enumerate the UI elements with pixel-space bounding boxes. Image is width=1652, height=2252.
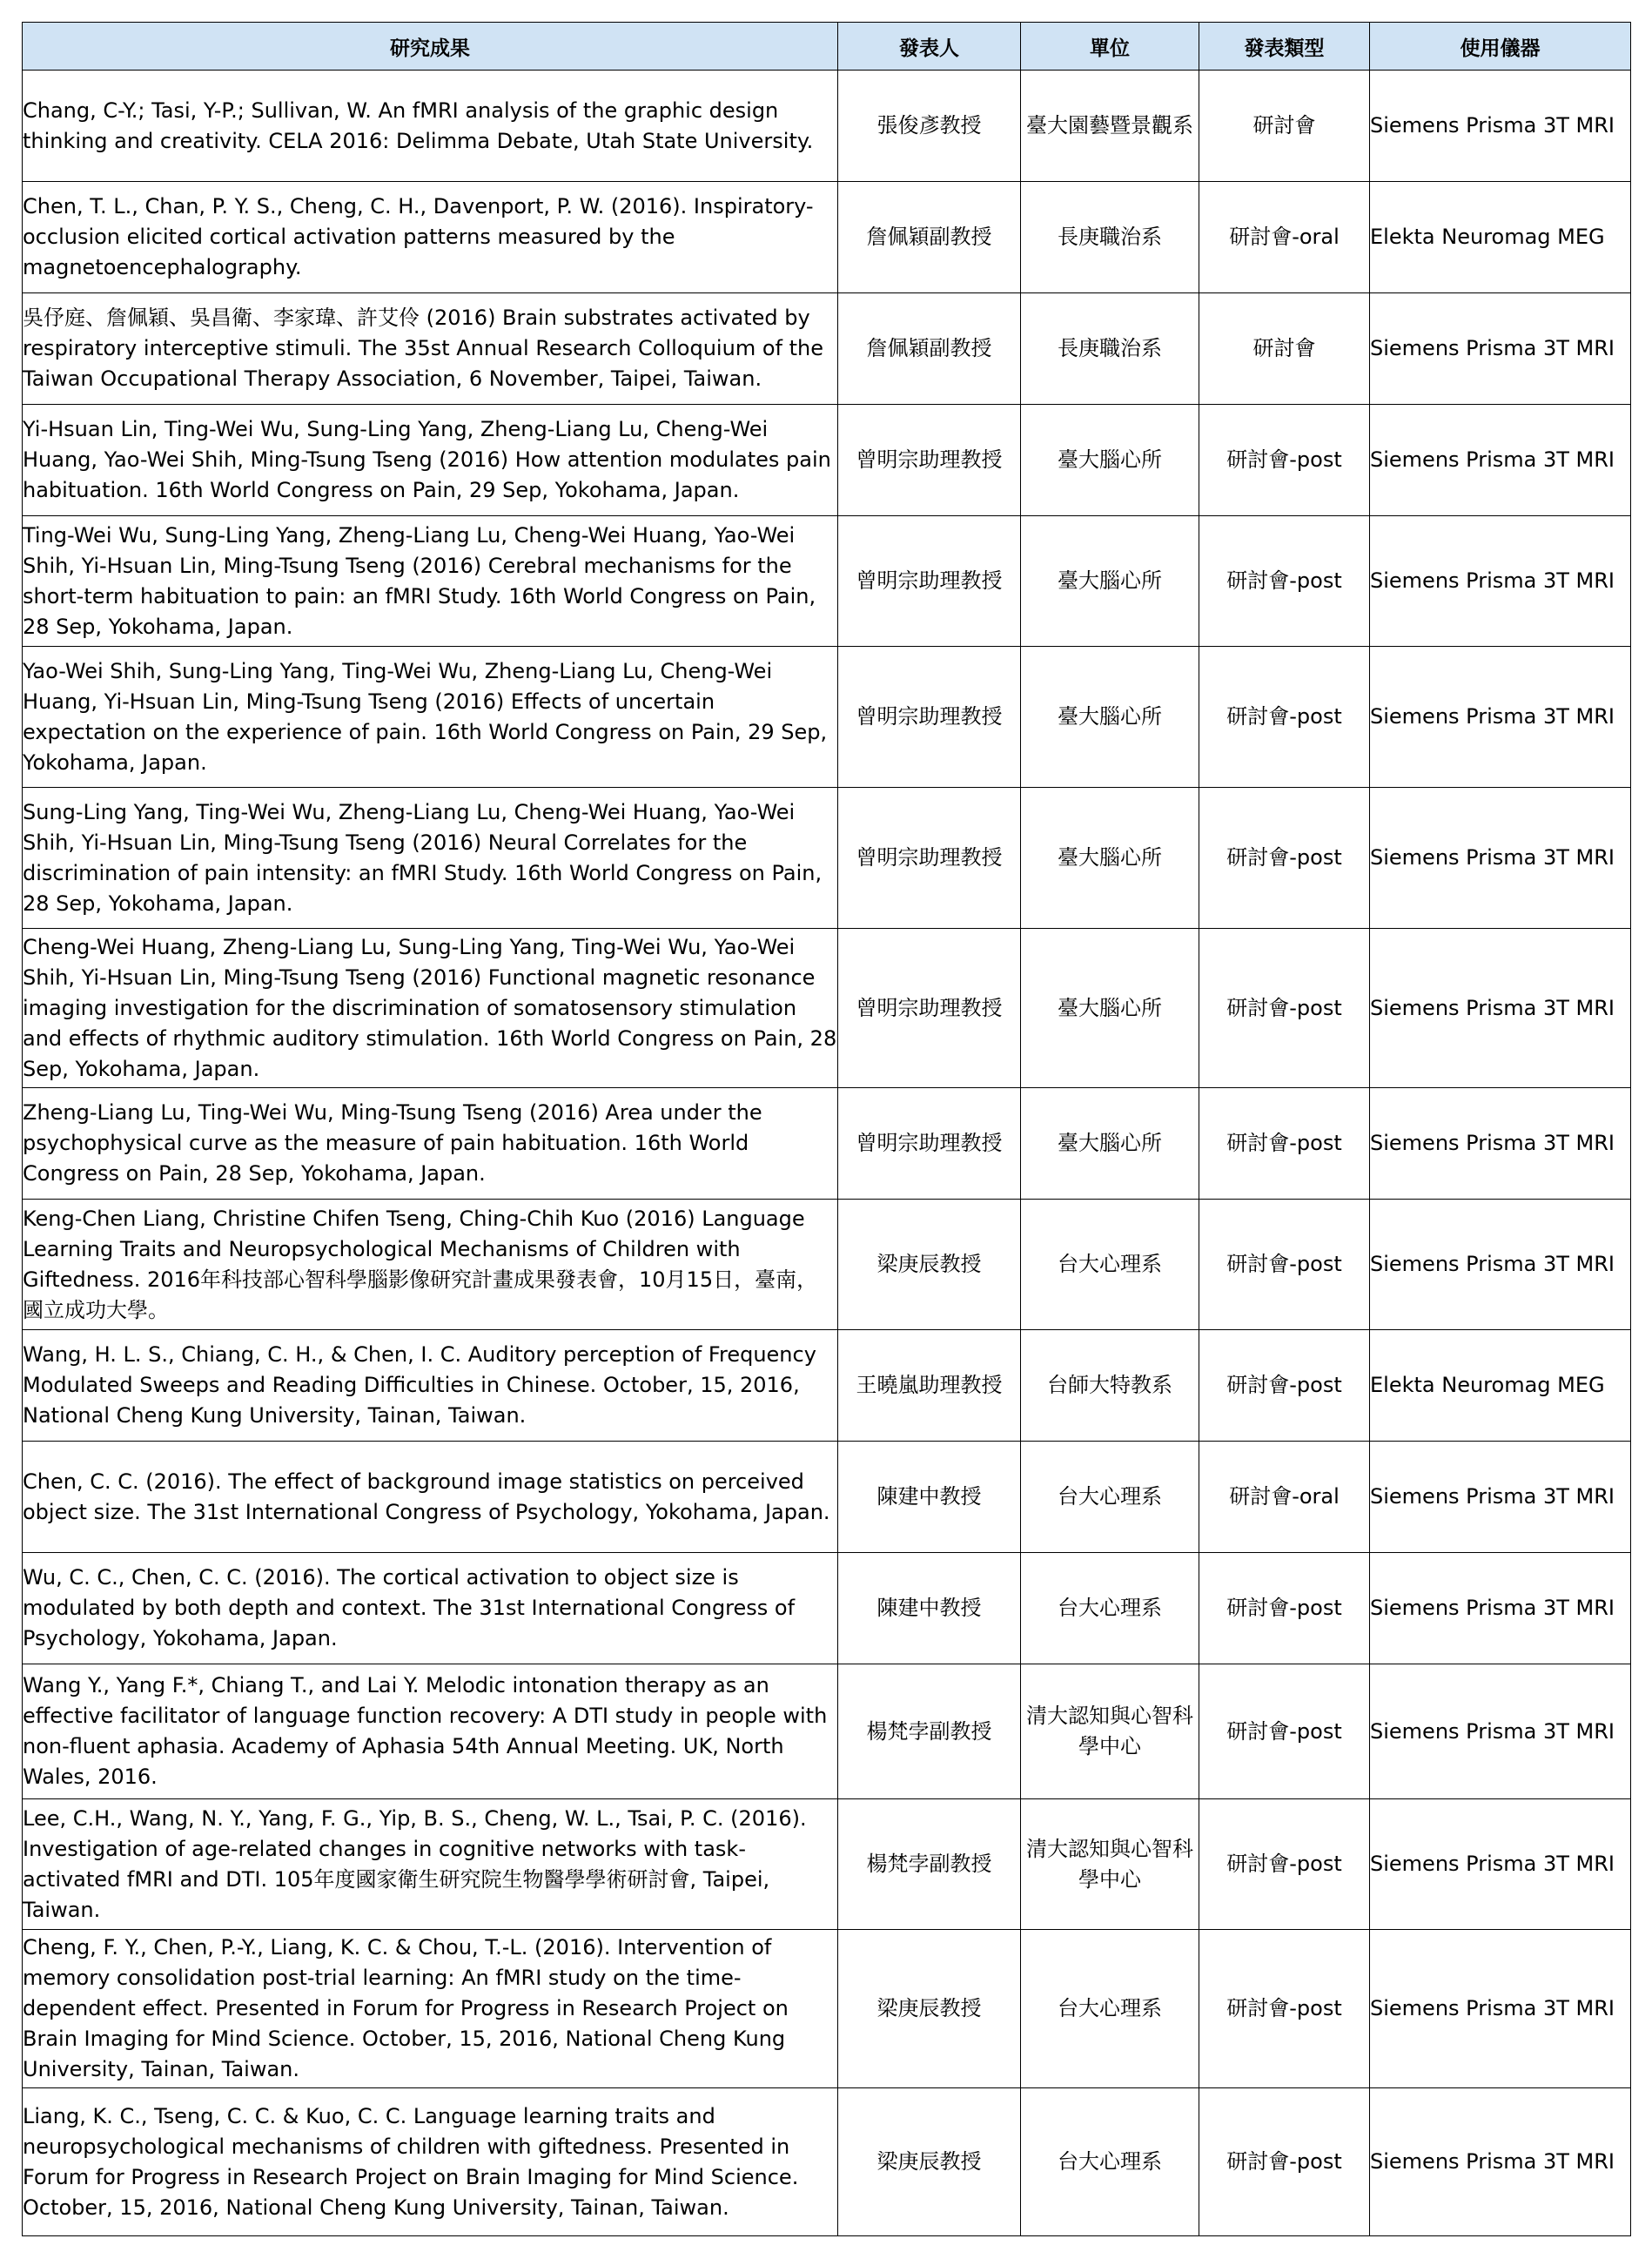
publication-type-cell: 研討會	[1199, 71, 1370, 182]
presenter-cell: 張俊彥教授	[838, 71, 1021, 182]
table-row	[23, 1088, 1631, 1200]
presenter-cell: 曾明宗助理教授	[838, 405, 1021, 516]
unit-cell: 臺大腦心所	[1021, 788, 1199, 929]
instrument-cell: Siemens Prisma 3T MRI	[1370, 929, 1631, 1088]
unit-cell: 台大心理系	[1021, 1930, 1199, 2088]
header-instrument: 使用儀器	[1370, 23, 1631, 71]
publication-type-cell: 研討會-post	[1199, 1553, 1370, 1664]
table-row	[23, 1664, 1631, 1799]
instrument-cell: Elekta Neuromag MEG	[1370, 182, 1631, 293]
presenter-cell: 梁庚辰教授	[838, 2088, 1021, 2236]
unit-cell: 台大心理系	[1021, 1200, 1199, 1330]
presenter-cell: 曾明宗助理教授	[838, 1088, 1021, 1200]
publication-type-cell: 研討會-post	[1199, 1930, 1370, 2088]
instrument-cell: Siemens Prisma 3T MRI	[1370, 1799, 1631, 1930]
unit-cell: 臺大園藝暨景觀系	[1021, 71, 1199, 182]
research-result-cell: Chang, C-Y.; Tasi, Y-P.; Sullivan, W. An fMRI analysis of the graphic design thinking and creativity. CELA 2016: Delimma Debate, Utah State University.	[23, 71, 838, 182]
table-row	[23, 1553, 1631, 1664]
research-result-cell: Yao-Wei Shih, Sung-Ling Yang, Ting-Wei Wu, Zheng-Liang Lu, Cheng-Wei Huang, Yi-Hsuan Lin, Ming-Tsung Tseng (2016) Effects of uncertain expectation on the experience of pain. 16th World Congress on Pain, 29 Sep, Yokohama, Japan.	[23, 647, 838, 788]
presenter-cell: 曾明宗助理教授	[838, 647, 1021, 788]
publication-type-cell: 研討會-post	[1199, 1200, 1370, 1330]
header-presenter: 發表人	[838, 23, 1021, 71]
research-results-table	[22, 22, 1631, 2236]
table-row	[23, 929, 1631, 1088]
research-result-cell: Cheng-Wei Huang, Zheng-Liang Lu, Sung-Ling Yang, Ting-Wei Wu, Yao-Wei Shih, Yi-Hsuan Lin, Ming-Tsung Tseng (2016) Functional magnetic resonance imaging investigation for the discrimination of somatosensory stimulation and effects of rhythmic auditory stimulation. 16th World Congress on Pain, 28 Sep, Yokohama, Japan.	[23, 929, 838, 1088]
table-row	[23, 1930, 1631, 2088]
table-row	[23, 1200, 1631, 1330]
instrument-cell: Siemens Prisma 3T MRI	[1370, 647, 1631, 788]
presenter-cell: 曾明宗助理教授	[838, 788, 1021, 929]
unit-cell: 臺大腦心所	[1021, 405, 1199, 516]
table-row	[23, 788, 1631, 929]
publication-type-cell: 研討會-oral	[1199, 1442, 1370, 1553]
publication-type-cell: 研討會-oral	[1199, 182, 1370, 293]
instrument-cell: Siemens Prisma 3T MRI	[1370, 2088, 1631, 2236]
presenter-cell: 曾明宗助理教授	[838, 929, 1021, 1088]
research-result-cell: Lee, C.H., Wang, N. Y., Yang, F. G., Yip, B. S., Cheng, W. L., Tsai, P. C. (2016). Investigation of age-related changes in cognitive networks with task-activated fMRI and DTI. 105年度國家衛生研究院生物醫學學術研討會, Taipei, Taiwan.	[23, 1799, 838, 1930]
publication-type-cell: 研討會-post	[1199, 405, 1370, 516]
table-row	[23, 1330, 1631, 1442]
header-unit: 單位	[1021, 23, 1199, 71]
instrument-cell: Siemens Prisma 3T MRI	[1370, 71, 1631, 182]
presenter-cell: 詹佩穎副教授	[838, 182, 1021, 293]
table-row	[23, 2088, 1631, 2236]
presenter-cell: 梁庚辰教授	[838, 1930, 1021, 2088]
unit-cell: 台大心理系	[1021, 2088, 1199, 2236]
research-result-cell: Ting-Wei Wu, Sung-Ling Yang, Zheng-Liang Lu, Cheng-Wei Huang, Yao-Wei Shih, Yi-Hsuan Lin, Ming-Tsung Tseng (2016) Cerebral mechanisms for the short-term habituation to pain: an fMRI Study. 16th World Congress on Pain, 28 Sep, Yokohama, Japan.	[23, 516, 838, 647]
presenter-cell: 詹佩穎副教授	[838, 293, 1021, 405]
publication-type-cell: 研討會-post	[1199, 647, 1370, 788]
presenter-cell: 王曉嵐助理教授	[838, 1330, 1021, 1442]
research-result-cell: Wang Y., Yang F.*, Chiang T., and Lai Y. Melodic intonation therapy as an effective facilitator of language function recovery: A DTI study in people with non-fluent aphasia. Academy of Aphasia 54th Annual Meeting. UK, North Wales, 2016.	[23, 1664, 838, 1799]
presenter-cell: 楊梵孛副教授	[838, 1664, 1021, 1799]
research-result-cell: Wang, H. L. S., Chiang, C. H., & Chen, I. C. Auditory perception of Frequency Modulated Sweeps and Reading Difficulties in Chinese. October, 15, 2016, National Cheng Kung University, Tainan, Taiwan.	[23, 1330, 838, 1442]
table-body	[23, 71, 1631, 2236]
presenter-cell: 楊梵孛副教授	[838, 1799, 1021, 1930]
research-result-cell: Chen, C. C. (2016). The effect of background image statistics on perceived object size. The 31st International Congress of Psychology, Yokohama, Japan.	[23, 1442, 838, 1553]
table-header	[23, 23, 1631, 71]
table-row	[23, 182, 1631, 293]
header-row	[23, 23, 1631, 71]
instrument-cell: Siemens Prisma 3T MRI	[1370, 1088, 1631, 1200]
research-result-cell: Wu, C. C., Chen, C. C. (2016). The cortical activation to object size is modulated by both depth and context. The 31st International Congress of Psychology, Yokohama, Japan.	[23, 1553, 838, 1664]
research-result-cell: Cheng, F. Y., Chen, P.-Y., Liang, K. C. & Chou, T.-L. (2016). Intervention of memory consolidation post-trial learning: An fMRI study on the time-dependent effect. Presented in Forum for Progress in Research Project on Brain Imaging for Mind Science. October, 15, 2016, National Cheng Kung University, Tainan, Taiwan.	[23, 1930, 838, 2088]
unit-cell: 清大認知與心智科學中心	[1021, 1664, 1199, 1799]
research-result-cell: Chen, T. L., Chan, P. Y. S., Cheng, C. H., Davenport, P. W. (2016). Inspiratory-occlusion elicited cortical activation patterns measured by the magnetoencephalography.	[23, 182, 838, 293]
table-row	[23, 516, 1631, 647]
presenter-cell: 梁庚辰教授	[838, 1200, 1021, 1330]
header-research-results: 研究成果	[23, 23, 838, 71]
unit-cell: 臺大腦心所	[1021, 929, 1199, 1088]
instrument-cell: Siemens Prisma 3T MRI	[1370, 788, 1631, 929]
unit-cell: 臺大腦心所	[1021, 516, 1199, 647]
table-row	[23, 647, 1631, 788]
instrument-cell: Siemens Prisma 3T MRI	[1370, 1553, 1631, 1664]
instrument-cell: Siemens Prisma 3T MRI	[1370, 405, 1631, 516]
research-result-cell: Zheng-Liang Lu, Ting-Wei Wu, Ming-Tsung Tseng (2016) Area under the psychophysical curve as the measure of pain habituation. 16th World Congress on Pain, 28 Sep, Yokohama, Japan.	[23, 1088, 838, 1200]
publication-type-cell: 研討會-post	[1199, 1664, 1370, 1799]
publication-type-cell: 研討會-post	[1199, 516, 1370, 647]
publication-type-cell: 研討會-post	[1199, 929, 1370, 1088]
table-row	[23, 405, 1631, 516]
instrument-cell: Siemens Prisma 3T MRI	[1370, 1200, 1631, 1330]
research-result-cell: Keng-Chen Liang, Christine Chifen Tseng, Ching-Chih Kuo (2016) Language Learning Traits and Neuropsychological Mechanisms of Children with Giftedness. 2016年科技部心智科學腦影像研究計畫成果發表會，10月15日，臺南，國立成功大學。	[23, 1200, 838, 1330]
header-publication-type: 發表類型	[1199, 23, 1370, 71]
instrument-cell: Siemens Prisma 3T MRI	[1370, 293, 1631, 405]
research-result-cell: Yi-Hsuan Lin, Ting-Wei Wu, Sung-Ling Yang, Zheng-Liang Lu, Cheng-Wei Huang, Yao-Wei Shih, Ming-Tsung Tseng (2016) How attention modulates pain habituation. 16th World Congress on Pain, 29 Sep, Yokohama, Japan.	[23, 405, 838, 516]
unit-cell: 臺大腦心所	[1021, 647, 1199, 788]
instrument-cell: Siemens Prisma 3T MRI	[1370, 1930, 1631, 2088]
publication-type-cell: 研討會	[1199, 293, 1370, 405]
instrument-cell: Elekta Neuromag MEG	[1370, 1330, 1631, 1442]
research-result-cell: 吳伃庭、詹佩穎、吳昌衛、李家瑋、許艾伶 (2016) Brain substrates activated by respiratory interceptive stimuli. The 35st Annual Research Colloquium of the Taiwan Occupational Therapy Association, 6 November, Taipei, Taiwan.	[23, 293, 838, 405]
table-row	[23, 1799, 1631, 1930]
unit-cell: 台師大特教系	[1021, 1330, 1199, 1442]
presenter-cell: 曾明宗助理教授	[838, 516, 1021, 647]
publication-type-cell: 研討會-post	[1199, 2088, 1370, 2236]
instrument-cell: Siemens Prisma 3T MRI	[1370, 516, 1631, 647]
research-result-cell: Sung-Ling Yang, Ting-Wei Wu, Zheng-Liang Lu, Cheng-Wei Huang, Yao-Wei Shih, Yi-Hsuan Lin, Ming-Tsung Tseng (2016) Neural Correlates for the discrimination of pain intensity: an fMRI Study. 16th World Congress on Pain, 28 Sep, Yokohama, Japan.	[23, 788, 838, 929]
unit-cell: 清大認知與心智科學中心	[1021, 1799, 1199, 1930]
table-row	[23, 71, 1631, 182]
publication-type-cell: 研討會-post	[1199, 1088, 1370, 1200]
unit-cell: 長庚職治系	[1021, 182, 1199, 293]
publication-type-cell: 研討會-post	[1199, 788, 1370, 929]
unit-cell: 台大心理系	[1021, 1553, 1199, 1664]
table-row	[23, 293, 1631, 405]
publication-type-cell: 研討會-post	[1199, 1330, 1370, 1442]
instrument-cell: Siemens Prisma 3T MRI	[1370, 1442, 1631, 1553]
presenter-cell: 陳建中教授	[838, 1553, 1021, 1664]
unit-cell: 長庚職治系	[1021, 293, 1199, 405]
publication-type-cell: 研討會-post	[1199, 1799, 1370, 1930]
unit-cell: 台大心理系	[1021, 1442, 1199, 1553]
unit-cell: 臺大腦心所	[1021, 1088, 1199, 1200]
instrument-cell: Siemens Prisma 3T MRI	[1370, 1664, 1631, 1799]
research-result-cell: Liang, K. C., Tseng, C. C. & Kuo, C. C. Language learning traits and neuropsychological mechanisms of children with giftedness. Presented in Forum for Progress in Research Project on Brain Imaging for Mind Science. October, 15, 2016, National Cheng Kung University, Tainan, Taiwan.	[23, 2088, 838, 2236]
table-row	[23, 1442, 1631, 1553]
presenter-cell: 陳建中教授	[838, 1442, 1021, 1553]
